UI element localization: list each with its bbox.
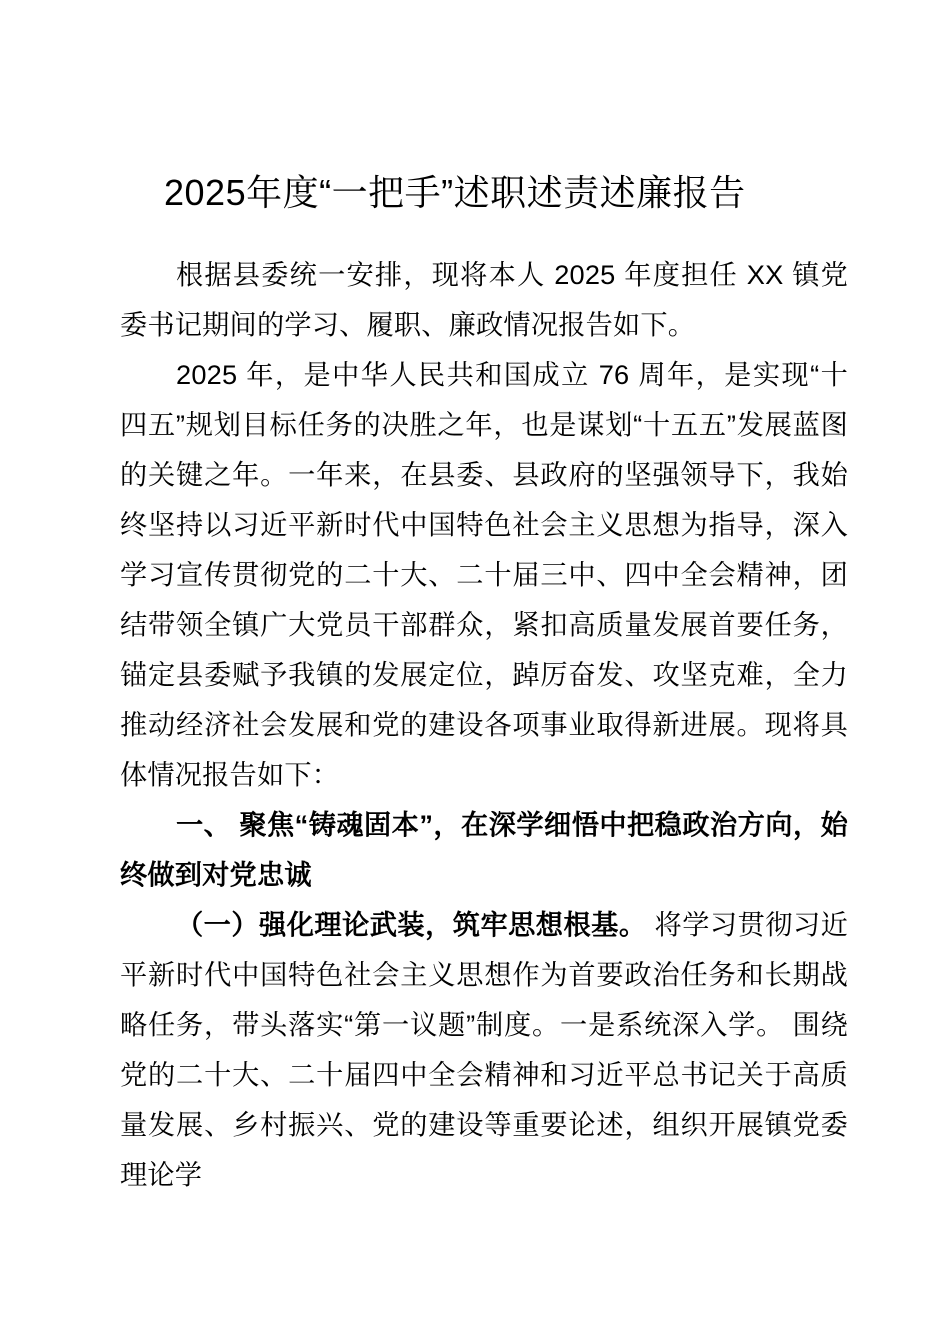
subsection-text-part-one: 将学习贯彻习近平新时代中国特色社会主义思想作为首要政治任务和长期战略任务，带头落实“第一议题”制度。 [120, 909, 849, 1040]
paragraph-subsection-one [120, 900, 848, 1200]
subsection-lead-label: （一）强化理论武装，筑牢思想根基。 [176, 909, 647, 940]
document-body [120, 0, 848, 1200]
page-title: 2025年度“一把手”述职述责述廉报告 [164, 172, 746, 213]
section-heading-one: 一、 聚焦“铸魂固本”，在深学细悟中把稳政治方向，始终做到对党忠诚 [120, 809, 848, 890]
subsection-text-part-two: 围绕党的二十大、二十届四中全会精神和习近平总书记关于高质量发展、乡村振兴、党的建设等重要论述，组织开展镇党委理论学 [120, 1009, 848, 1190]
subsection-emphasis-run: 一是系统深入学。 [560, 1009, 785, 1040]
paragraph-overview: 2025 年，是中华人民共和国成立 76 周年，是实现“十四五”规划目标任务的决胜之年，也是谋划“十五五”发展蓝图的关键之年。一年来，在县委、县政府的坚强领导下，我始终坚持以习近平新时代中国特色社会主义思想为指导，深入学习宣传贯彻党的二十大、二十届三中、四中全会精神，团结带领全镇广大党员干部群众，紧扣高质量发展首要任务，锚定县委赋予我镇的发展定位，踔厉奋发、攻坚克难，全力推动经济社会发展和党的建设各项事业取得新进展。现将具体情况报告如下： [120, 359, 848, 790]
title-body-spacer [120, 218, 848, 250]
paragraph-intro: 根据县委统一安排，现将本人 2025 年度担任 XX 镇党委书记期间的学习、履职、廉政情况报告如下。 [120, 259, 848, 340]
